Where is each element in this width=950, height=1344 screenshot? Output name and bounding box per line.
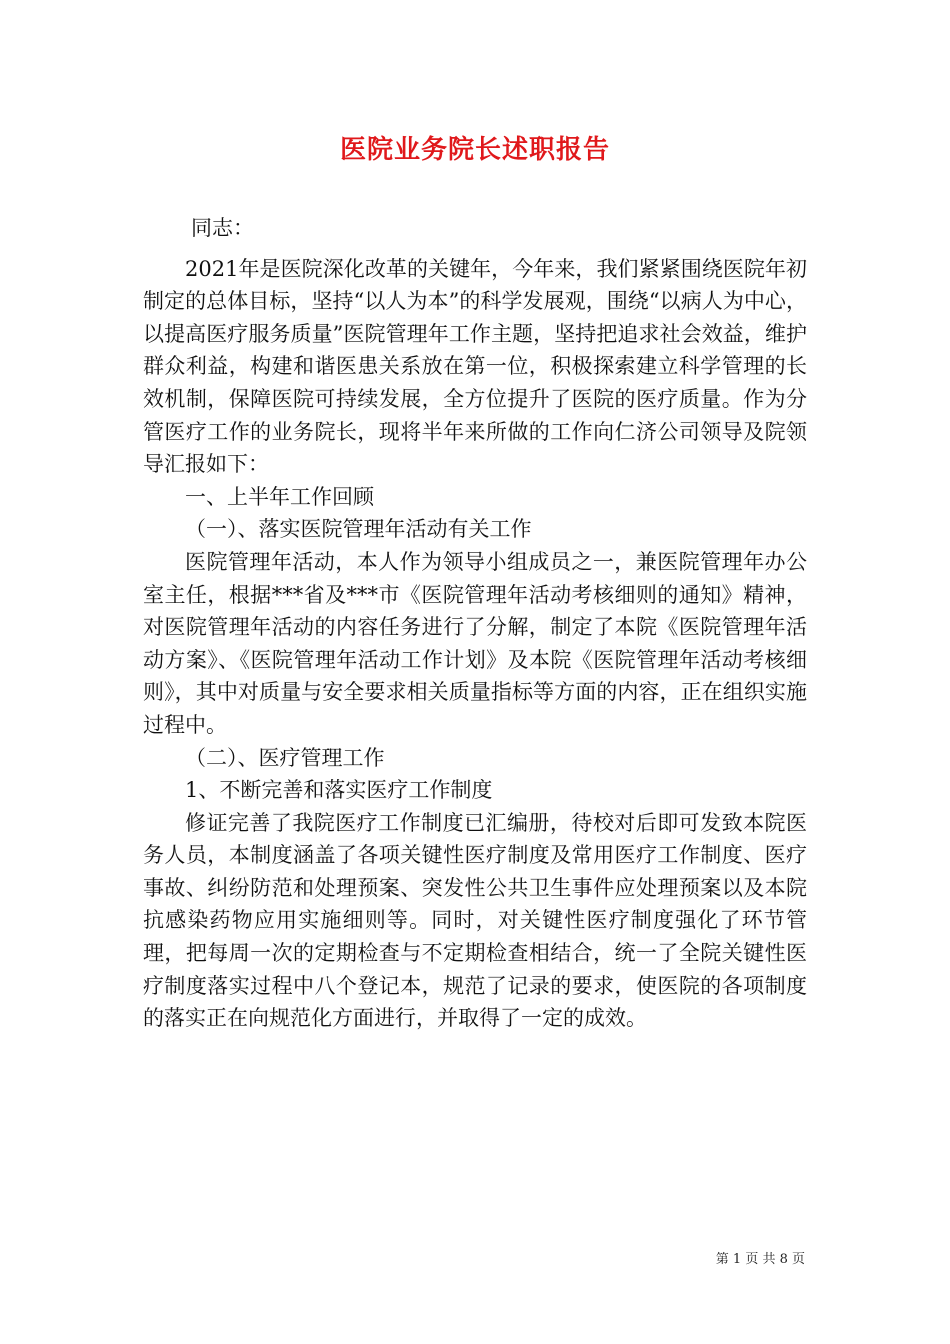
paragraph-medical-rules: 修证完善了我院医疗工作制度已汇编册，待校对后即可发致本院医务人员，本制度涵盖了各项关键性医疗制度及常用医疗工作制度、医疗事故、纠纷防范和处理预案、突发性公共卫生事件应处理预案以及本院抗感染药物应用实施细则等。同时，对关键性医疗制度强化了环节管理，把每周一次的定期检查与不定期检查相结合，统一了全院关键性医疗制度落实过程中八个登记本，规范了记录的要求，使医院的各项制度的落实正在向规范化方面进行，并取得了一定的成效。	[143, 810, 807, 1031]
paragraph-intro: 2021年是医院深化改革的关键年，今年来，我们紧紧围绕医院年初制定的总体目标，坚持“以人为本”的科学发展观，围绕“以病人为中心，以提高医疗服务质量”医院管理年工作主题，坚持把追求社会效益，维护群众利益，构建和谐医患关系放在第一位，积极探索建立科学管理的长效机制，保障医院可持续发展，全方位提升了医院的医疗质量。作为分管医疗工作的业务院长，现将半年来所做的工作向仁济公司领导及院领导汇报如下：	[143, 256, 807, 477]
item-heading-1: 1、不断完善和落实医疗工作制度	[185, 778, 493, 803]
subsection-heading-1: （一）、落实医院管理年活动有关工作	[185, 517, 532, 542]
spacer	[143, 245, 807, 253]
document-body	[143, 212, 807, 1035]
subsection-heading-2: （二）、医疗管理工作	[185, 745, 385, 770]
salutation: 同志：	[191, 216, 254, 240]
document-title: 医院业务院长述职报告	[339, 135, 610, 165]
page-number: 第 1 页 共 8 页	[715, 1252, 805, 1267]
paragraph-management-year: 医院管理年活动，本人作为领导小组成员之一，兼医院管理年办公室主任，根据***省及***市《医院管理年活动考核细则的通知》精神，对医院管理年活动的内容任务进行了分解，制定了本院《医院管理年活动方案》、《医院管理年活动工作计划》及本院《医院管理年活动考核细则》，其中对质量与安全要求相关质量指标等方面的内容，正在组织实施过程中。	[143, 549, 807, 737]
section-heading-1: 一、上半年工作回顾	[185, 484, 374, 509]
